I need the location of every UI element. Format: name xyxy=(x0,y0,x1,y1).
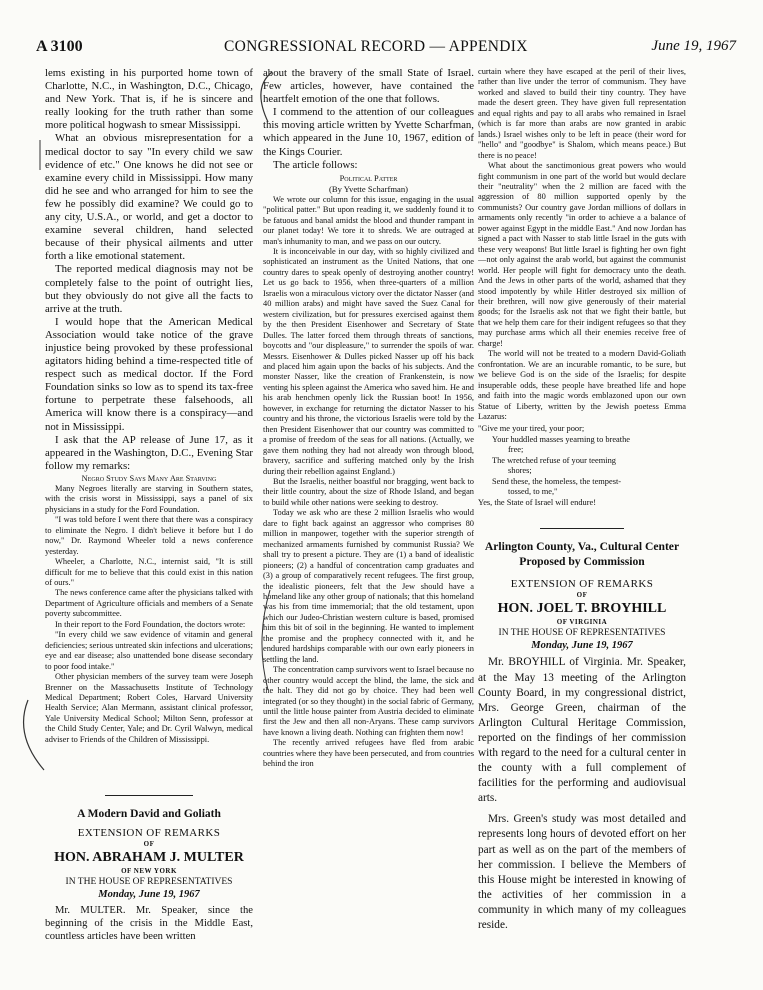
quoted-paragraph: In their report to the Ford Foundation, the doctors wrote: xyxy=(55,619,246,629)
session-date: Monday, June 19, 1967 xyxy=(531,640,633,652)
poem-line: Send these, the homeless, the tempest- xyxy=(492,476,622,486)
quoted-paragraph: The world will not be treated to a modern David-Goliath confrontation. We are an incurable romantic, to be sure, but we believe God is on the side of the Israelis; for despite insuperable odds, these people have breathed life and hope and faith into the magic words emblazoned upon our own Statue of Liberty, written by the Jewish poetess Emma Lazarus: xyxy=(478,349,686,421)
quoted-paragraph: We wrote our column for this issue, engaging in the usual "political patter." But upon reading it, we suddenly found it to be fatuous and banal amidst the blood and thunder rampant in our planet today! We tore it to shreds. We are outraged at man's inhumanity to man, and we pass on our outcry. xyxy=(263,194,474,246)
poem-line: shores; xyxy=(508,466,532,476)
poem-line: "Give me your tired, your poor; xyxy=(478,424,585,434)
paragraph: I would hope that the American Medical Association would take notice of the grave injustice being provoked by these professional agitators hiding behind a time-respected title of respect such as medical doctor. If the Ford Foundation sinks so low as to spend its tax-free fortune to perpetrate these falsehoods, all America will know there is a conspiracy—and not in Mississippi. xyxy=(45,315,253,433)
page-number: A 3100 xyxy=(36,38,83,55)
byline: (By Yvette Scharfman) xyxy=(328,183,408,194)
article-header-multer xyxy=(45,795,253,985)
paragraph: I ask that the AP release of June 17, as it appeared in the Washington, D.C., Evening Star follow my remarks: xyxy=(45,433,253,472)
paragraph: Mr. BROYHILL of Virginia. Mr. Speaker, at the May 13 meeting of the Arlington County Board, in my congressional district, Mrs. George Green, chairman of the Arlington Cultural Heritage Commission, reported on the findings of her commission with regard to the need for a cultural center in the county with a full complement of facilities for the performing and audiovisual arts. xyxy=(478,656,686,805)
poem-line: Yes, the State of Israel will endure! xyxy=(478,497,596,507)
extension-label: EXTENSION OF REMARKS xyxy=(510,578,654,591)
member-name: HON. ABRAHAM J. MULTER xyxy=(54,850,244,865)
page-header xyxy=(36,38,736,60)
article-subtitle: Political Patter xyxy=(339,173,398,183)
quoted-paragraph: The concentration camp survivors went to Israel because no other country would accept the blind, the lame, the sick and the halt. They did not go by choice. They had been well integrated (or so they thought) in the social fabric of Germany, until the little house painter from Austria decided to eliminate first the Jew and then all non-Aryans. These camp survivors have known a living death. Nothing can frighten them now! xyxy=(263,665,474,737)
quoted-paragraph: Other physician members of the survey team were Joseph Brenner on the Massachusetts Institute of Technology Medical Department; Robert Coles, Harvard University Health Service; Alan Mermann, assistant clinical professor, Yale University Medical School; Milton Senn, professor at the Child Study Center, Yale; and Dr. Cyril Walwyn, medical adviser to Friends of the Children of Mississippi. xyxy=(45,672,253,744)
member-state: OF VIRGINIA xyxy=(556,618,608,627)
quoted-paragraph: "I was told before I went there that there was a conspiracy to eliminate the Negro. I didn't believe it before but I do now," Dr. Raymond Wheeler told a news conference yesterday. xyxy=(45,515,253,556)
quoted-paragraph: Many Negroes literally are starving in Southern states, with the crisis worst in Mississippi, says a panel of six physicians in a study for the Ford Foundation. xyxy=(45,483,253,514)
member-name: HON. JOEL T. BROYHILL xyxy=(497,601,667,617)
poem-line: The wretched refuse of your teeming xyxy=(492,455,616,465)
column-3 xyxy=(478,67,686,980)
quoted-paragraph: The recently arrived refugees have fled from arabic countries where they have been persecuted, and from countries behind the iron xyxy=(263,738,474,769)
house-label: IN THE HOUSE OF REPRESENTATIVES xyxy=(498,628,666,639)
margin-pen-mark xyxy=(24,700,44,770)
header-date: June 19, 1967 xyxy=(651,38,736,54)
paragraph: Mrs. Green's study was most detailed and represents long hours of devoted effort on her part as well as on the part of the members of her commission. I believe the Members of this House might be interested in knowing of the activities of her commission in a community in which many of my colleagues reside. xyxy=(478,813,686,931)
poem-line: free; xyxy=(508,445,524,455)
quoted-paragraph: Wheeler, a Charlotte, N.C., internist said, "It is still difficult for me to believe that this could exist in this nation of ours." xyxy=(45,557,253,587)
member-state: OF NEW YORK xyxy=(121,867,177,875)
quoted-paragraph: Today we ask who are these 2 million Israelis who would dare to fight back against an aggressor who comprises 80 million in manpower, together with the superior strength of mechanized armaments furnished by communist Russia? We shall try to present a picture. They are (1) a band of idealistic pioneers; (2) a handful of concentration camp graduates and (3) a group of comparatively recent refugees. The first group, the idealistic pioneers, felt that the Jew should have a homeland like any other group of nationals; that this homeland was his from time immemorial; that the old testament, upon which our Judeo-Christian western culture is based, promised him this bit of soil in the beginning. He wanted to implement the promise and the prophecy connected with it, and he endured hardships comparable with our own early pioneers in settling the land. xyxy=(263,508,474,664)
poem-line: Your huddled masses yearning to breathe xyxy=(492,434,631,444)
poem xyxy=(478,424,686,508)
paragraph: Mr. MULTER. Mr. Speaker, since the beginning of the crisis in the Middle East, countless articles have been written xyxy=(45,905,253,943)
column-2 xyxy=(263,67,474,980)
extension-label: EXTENSION OF REMARKS xyxy=(77,827,221,839)
quoted-paragraph: "In every child we saw evidence of vitamin and general deficiencies; serious untreated skin infections and ulcerations; eye and ear disease; also unattended bone disease secondary to poor food intake." xyxy=(45,630,253,671)
paragraph: The reported medical diagnosis may not be completely false to the point of outright lies, but they obviously do not give all the facts to arrive at the truth. xyxy=(45,263,253,315)
article-title: Arlington County, Va., Cultural Center Proposed by Commission xyxy=(484,540,680,569)
session-date: Monday, June 19, 1967 xyxy=(98,889,200,900)
poem-line: tossed, to me," xyxy=(508,487,558,497)
divider xyxy=(105,795,193,796)
running-head: CONGRESSIONAL RECORD — APPENDIX xyxy=(224,38,528,55)
paragraph: The article follows: xyxy=(273,158,358,171)
divider xyxy=(540,528,624,529)
paragraph: I commend to the attention of our colleagues this moving article written by Yvette Scharfman, which appeared in the June 10, 1967, edition of the Kings Courier. xyxy=(263,106,474,158)
subheading: Negro Study Says Many Are Starving xyxy=(81,473,217,483)
quoted-paragraph: What about the sanctimonious great powers who would fight communism in one part of the world but would declare their "neutrality" when the 2 million are faced with the aggression of 80 million supported openly by the communists? Our country gave Jordan millions of dollars in armaments only recently "in order to achieve a a balance of power against Egypt in the middle East." And now Jordan has signed a pact with Nasser to stab little Israel in the guts with these very weapons! But little Israel is fighting her own fight—not only against the arab world, but against the communist world. Her people will fight for democracy unto the death. And the Jews in other parts of the world, ashamed that they stood impotently by while Hitler destroyed six million of their brethren, will now give generously of their material goods; for the Israelis ask not that we fight their battle, but that we help them care for their indigent refugees so that they may purchase arms which all their enemies receive free of charge! xyxy=(478,161,686,348)
quoted-paragraph: The news conference came after the physicians talked with Department of Agriculture officials and members of a Senate poverty subcommittee. xyxy=(45,588,253,619)
paragraph: What an obvious misrepresentation for a medical doctor to say "In every child we saw evidence of etc." One knows he did not see or examine every child in Mississippi. How many did he see and who arranged for him to see the few he possibly did examine? We could go to any city, U.S.A., or world, and get a doctor to examine several children, hand selected because of their physical ailments and utter forth a like emotional statement. xyxy=(45,132,253,263)
quoted-paragraph: But the Israelis, neither boastful nor bragging, went back to their little country, about the size of Rhode Island, and began to build while other nations were seeking to destroy. xyxy=(263,476,474,507)
quoted-paragraph: curtain where they have escaped at the peril of their lives, rather than live under the terror of communism. They have worked and slaved to build their tiny country. They have made the desert green. They have given full representation and equal rights and pay to all arabs who remained in Israel (which is far more than arabs are now granted in arabic lands.) Israel wishes only to be left in peace (their word for "hello" and "goodbye" is Shalom, which means peace.) But there is no peace! xyxy=(478,67,686,160)
house-label: IN THE HOUSE OF REPRESENTATIVES xyxy=(65,877,233,887)
paragraph: about the bravery of the small State of Israel. Few articles, however, have contained the heartfelt emotion of the one that follows. xyxy=(263,67,474,106)
paragraph: lems existing in his purported home town of Charlotte, N.C., in Washington, D.C., Chicago, and New York. That is, if he is sincere and really looking for the truth rather than some more political hogwash to smear Mississippi. xyxy=(45,67,253,132)
column-1 xyxy=(45,67,253,857)
of-label: OF xyxy=(143,840,155,848)
of-label: OF xyxy=(576,591,588,600)
article-title: A Modern David and Goliath xyxy=(77,808,221,820)
quoted-paragraph: It is inconceivable in our day, with so highly civilized and sophisticated an instrument as the United Nations, that one country dares to speak openly of destroying another country! Let us go back to 1956, when three-quarters of a million Israelis won a miraculous victory over the dictator Nasser (and 40 million arabs) and might have saved the Suez Canal for western civilization, but for pressures exercised against them by the then President Eisenhower and Secretary of State Dulles. The latter forced them through threats of sanctions, boycotts and "our displeasure," to surrender the spoils of war. Messrs. Eisenhower & Dulles picked Nasser up off his back and placed him again upon the backs of his subjects. And the monster Nasser, like the creation of Frankenstein, is now venting his spleen against the America who saved him. He and his arab henchmen openly lick the Russian boot! In 1956, however, in exchange for returning the dictator Nasser to his country and his throne, the victorious Israelis were told by the then President Eisenhower that our country was committed to a promise of freedom of the seas for all nations. (Actually, we gave them nothing they had not already won through blood, bravery, sacrifice and suffering matched only by the Irish during their rebellion against England.) xyxy=(263,247,474,476)
